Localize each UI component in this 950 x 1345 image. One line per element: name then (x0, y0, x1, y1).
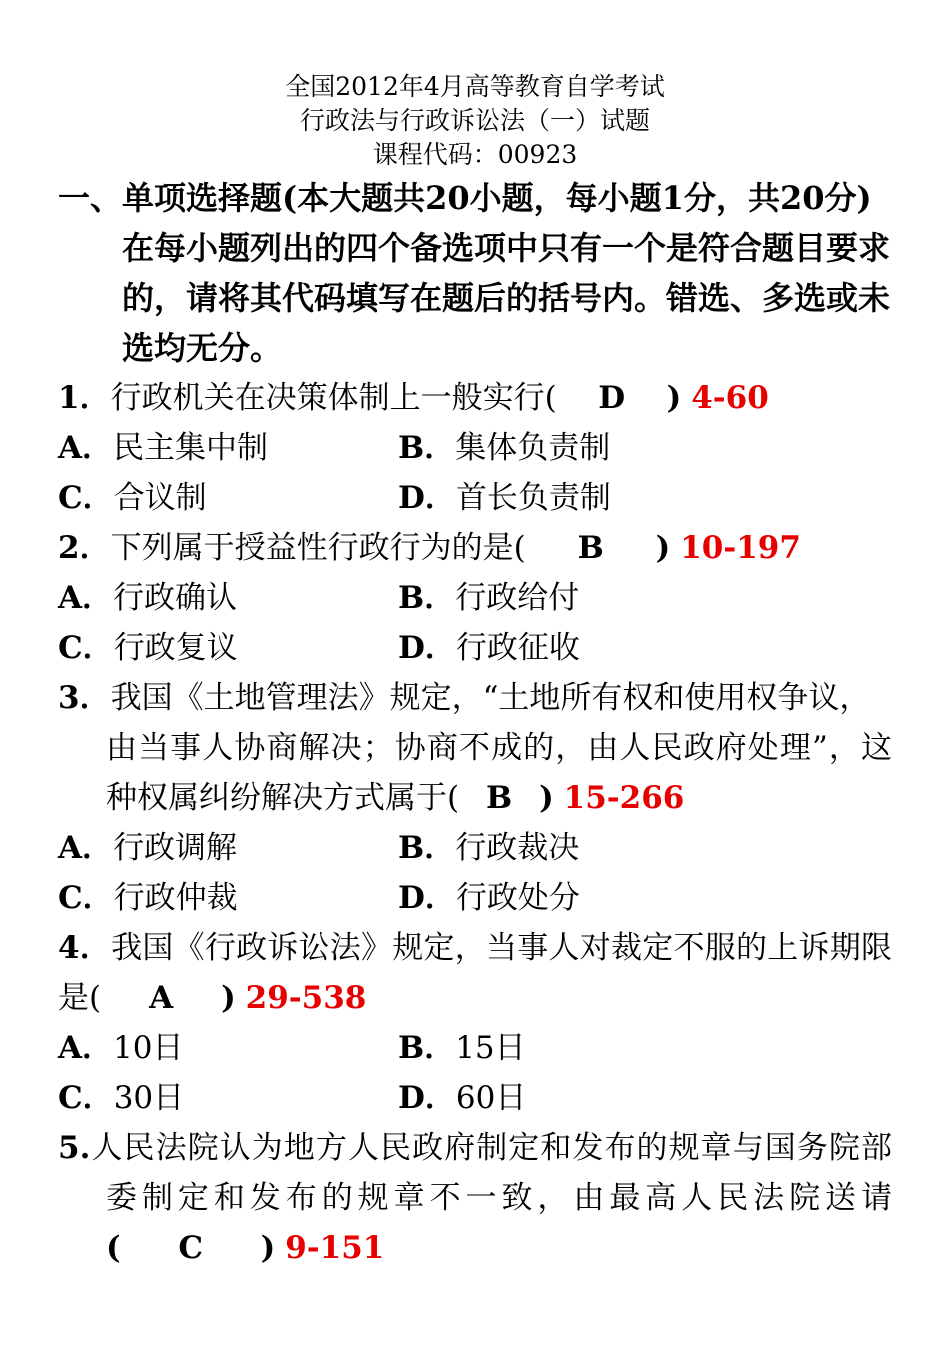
option-letter: C． (58, 480, 114, 516)
question-3-line-2: 由当事人协商解决；协商不成的，由人民政府处理”，这 (106, 730, 892, 766)
option-letter: D． (398, 630, 456, 666)
question-number: 3． (58, 680, 111, 716)
exam-title: 全国2012年4月高等教育自学考试 (285, 72, 665, 101)
option-letter: A． (58, 1030, 114, 1066)
answer: A (149, 980, 174, 1016)
option-letter: D． (398, 880, 456, 916)
question-number: 2． (58, 530, 111, 566)
option-c (58, 473, 207, 523)
option-letter: B． (398, 430, 456, 466)
answer: D (598, 380, 626, 416)
answer: B (485, 780, 513, 816)
option-a (58, 1023, 184, 1073)
option-text: 民主集中制 (113, 430, 269, 466)
option-text: 行政调解 (113, 830, 238, 866)
page-reference: 29-538 (245, 980, 367, 1016)
page-reference: 15-266 (563, 780, 685, 816)
option-d (398, 873, 580, 923)
option-letter: A． (58, 580, 114, 616)
option-letter: D． (398, 1080, 456, 1116)
question-5-line-3 (106, 1223, 384, 1273)
option-a (58, 823, 237, 873)
page-reference: 4-60 (691, 380, 769, 416)
question-number: 4． (58, 930, 112, 966)
option-text: 60日 (455, 1080, 527, 1116)
option-text: 行政复议 (113, 630, 238, 666)
open-paren: ( (106, 1230, 121, 1266)
page-reference: 10-197 (680, 530, 801, 566)
option-text: 10日 (113, 1030, 184, 1066)
question-4 (58, 923, 892, 973)
question-4-line-2 (58, 973, 366, 1023)
question-1 (58, 373, 769, 423)
option-text: 集体负责制 (455, 430, 611, 466)
option-a (58, 423, 268, 473)
option-b (398, 573, 579, 623)
option-text: 合议制 (113, 480, 207, 516)
close-paren: ) (260, 1230, 276, 1266)
question-2 (58, 523, 801, 573)
close-paren: ) (539, 780, 554, 816)
answer: C (178, 1230, 204, 1266)
option-d (398, 623, 580, 673)
option-letter: B． (398, 1030, 456, 1066)
question-5-line-2: 委制定和发布的规章不一致，由最高人民法院送请 (106, 1180, 892, 1216)
option-letter: A． (58, 430, 114, 466)
section-instruction-3: 选均无分。 (122, 329, 283, 367)
option-text: 行政征收 (455, 630, 580, 666)
option-text: 15日 (455, 1030, 526, 1066)
option-c (58, 873, 238, 923)
option-b (398, 423, 610, 473)
question-text: 是( (58, 980, 102, 1016)
question-3-line-3 (106, 773, 684, 823)
section-instruction-1: 在每小题列出的四个备选项中只有一个是符合题目要求 (122, 229, 891, 267)
question-text: 种权属纠纷解决方式属于( (106, 780, 460, 816)
question-number: 1． (58, 380, 111, 416)
option-text: 行政处分 (455, 880, 580, 916)
section-heading: 一、单项选择题(本大题共20小题，每小题1分，共20分) (58, 179, 872, 217)
page-reference: 9-151 (285, 1230, 385, 1266)
option-b (398, 823, 579, 873)
option-letter: D． (398, 480, 456, 516)
course-code: 课程代码：00923 (372, 140, 578, 169)
option-text: 30日 (113, 1080, 185, 1116)
question-5 (58, 1123, 892, 1173)
exam-subject: 行政法与行政诉讼法（一）试题 (299, 106, 650, 135)
option-letter: C． (58, 1080, 114, 1116)
option-letter: A． (58, 830, 114, 866)
option-text: 行政裁决 (455, 830, 580, 866)
option-letter: C． (58, 880, 114, 916)
question-text: 下列属于授益性行政行为的是( (110, 530, 526, 566)
option-c (58, 1073, 184, 1123)
option-b (398, 1023, 526, 1073)
option-d (398, 473, 611, 523)
question-number: 5. (58, 1130, 91, 1166)
option-text: 行政仲裁 (113, 880, 238, 916)
question-3 (58, 673, 870, 723)
option-text: 首长负责制 (455, 480, 611, 516)
option-letter: B． (398, 580, 456, 616)
option-letter: C． (58, 630, 114, 666)
close-paren: ) (655, 530, 671, 566)
question-text: 人民法院认为地方人民政府制定和发布的规章与国务院部 (90, 1130, 892, 1166)
option-text: 行政确认 (113, 580, 238, 616)
question-text: 我国《土地管理法》规定，“土地所有权和使用权争议， (110, 680, 871, 716)
option-text: 行政给付 (455, 580, 580, 616)
option-letter: B． (398, 830, 456, 866)
option-a (58, 573, 237, 623)
answer: B (577, 530, 604, 566)
option-c (58, 623, 238, 673)
close-paren: ) (221, 980, 236, 1016)
section-instruction-2: 的，请将其代码填写在题后的括号内。错选、多选或未 (122, 279, 891, 317)
close-paren: ) (666, 380, 682, 416)
question-text: 行政机关在决策体制上一般实行( (110, 380, 557, 416)
question-text: 我国《行政诉讼法》规定，当事人对裁定不服的上诉期限 (111, 930, 893, 966)
option-d (398, 1073, 526, 1123)
